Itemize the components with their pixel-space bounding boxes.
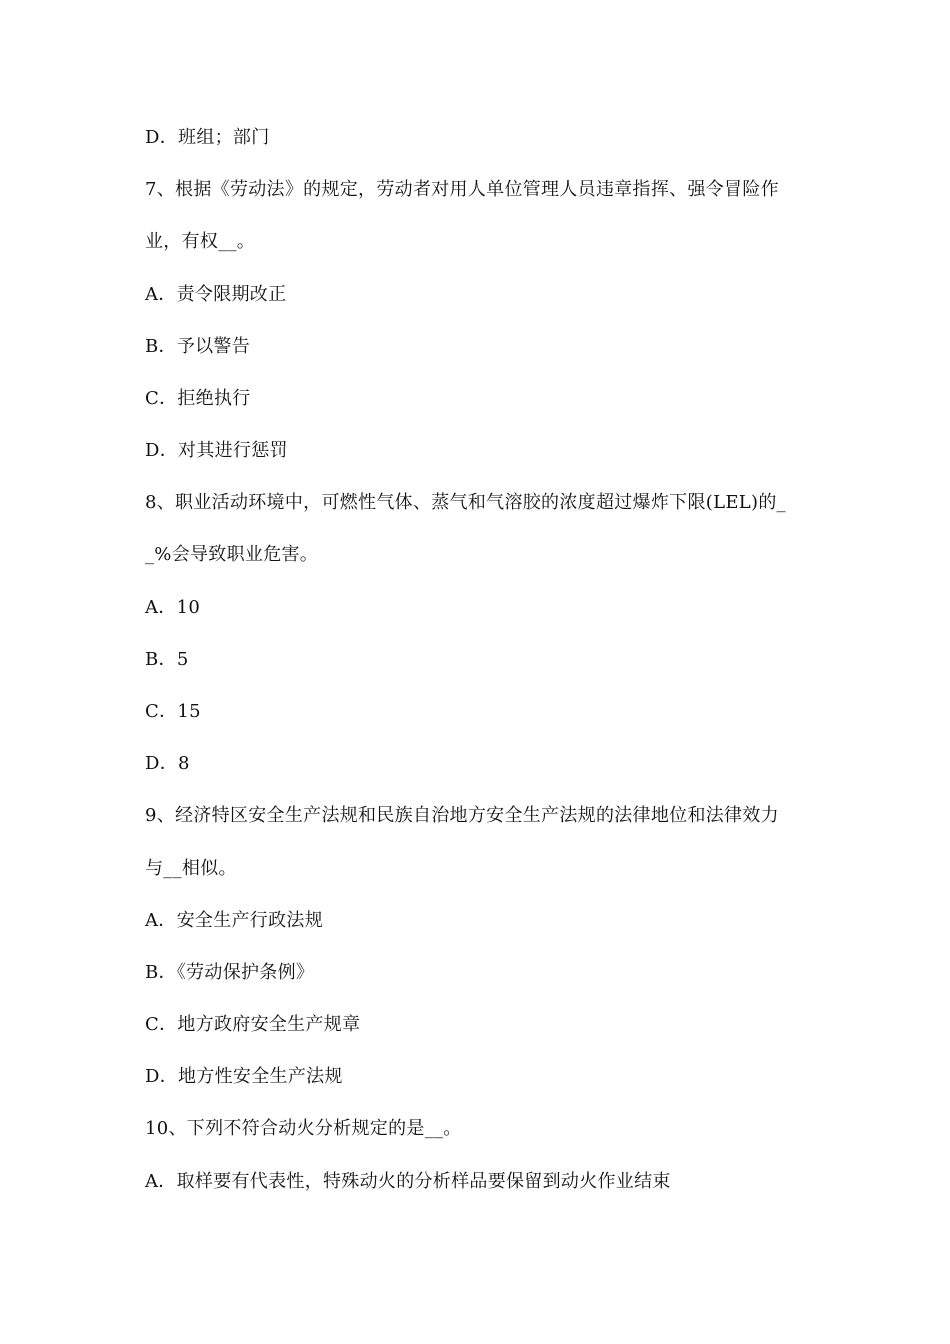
question-8-line-2: _%会导致职业危害。 [145, 544, 319, 565]
question-7-line-2: 业，有权__。 [145, 231, 256, 252]
option-a-q7: A．责令限期改正 [145, 284, 287, 305]
question-9-line-2: 与__相似。 [145, 858, 237, 879]
option-b-q9: B．《劳动保护条例》 [145, 962, 315, 983]
question-7-line-1: 7、根据《劳动法》的规定，劳动者对用人单位管理人员违章指挥、强令冒险作 [145, 179, 779, 200]
option-a-q8: A．10 [145, 597, 201, 618]
option-d-q7: D．对其进行惩罚 [145, 440, 288, 461]
option-d-q9: D．地方性安全生产法规 [145, 1066, 343, 1087]
option-d-q8: D．8 [145, 753, 190, 774]
option-c-q8: C．15 [145, 701, 201, 722]
question-8-line-1: 8、职业活动环境中，可燃性气体、蒸气和气溶胶的浓度超过爆炸下限(LEL)的_ [145, 492, 786, 513]
option-b-q8: B．5 [145, 649, 189, 670]
option-b-q7: B．予以警告 [145, 336, 251, 357]
question-9-line-1: 9、经济特区安全生产法规和民族自治地方安全生产法规的法律地位和法律效力 [145, 805, 779, 826]
question-10: 10、下列不符合动火分析规定的是__。 [145, 1118, 462, 1139]
option-a-q10: A．取样要有代表性，特殊动火的分析样品要保留到动火作业结束 [145, 1171, 671, 1192]
option-a-q9: A．安全生产行政法规 [145, 910, 323, 931]
option-c-q9: C．地方政府安全生产规章 [145, 1014, 361, 1035]
option-d-q6: D．班组；部门 [145, 127, 270, 148]
option-c-q7: C．拒绝执行 [145, 388, 251, 409]
